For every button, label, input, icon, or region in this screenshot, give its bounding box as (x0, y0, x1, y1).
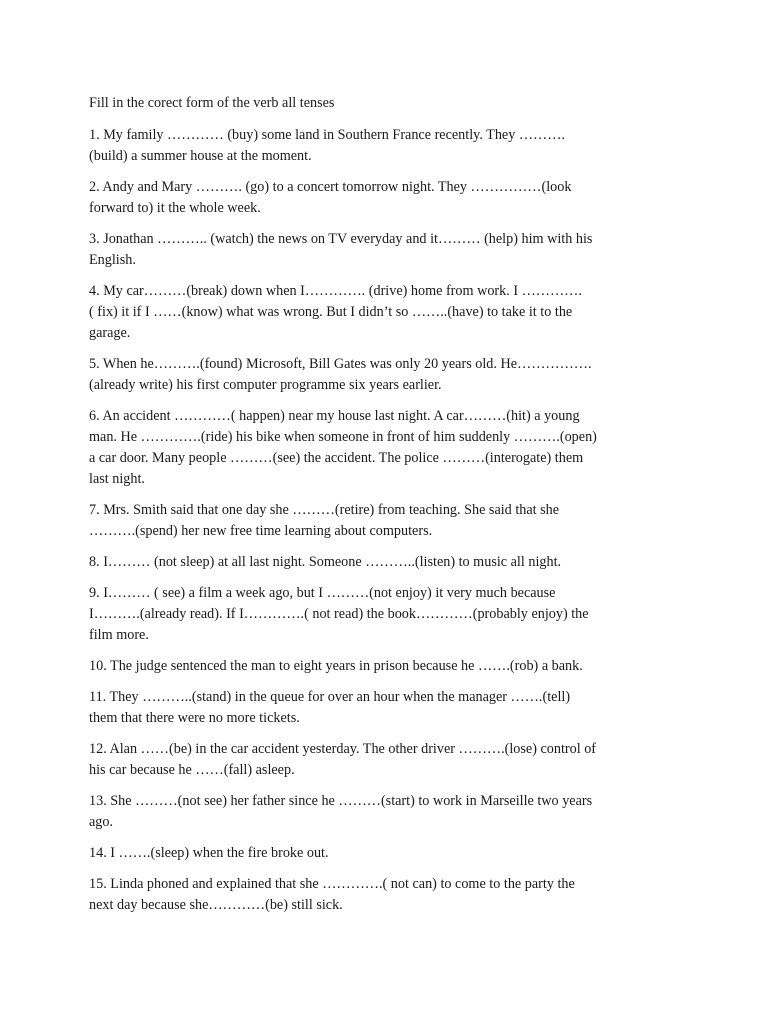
exercise-item (89, 552, 689, 573)
exercise-item (89, 583, 689, 646)
exercise-item (89, 354, 689, 396)
exercise-item (89, 500, 689, 542)
exercise-line: 10. The judge sentenced the man to eight years in prison because he …….(rob) a bank. (89, 658, 583, 674)
exercise-line: a car door. Many people ………(see) the accident. The police ………(interogate) them (89, 450, 584, 466)
exercise-line: garage. (89, 325, 131, 341)
exercise-line: last night. (89, 471, 145, 487)
exercise-line: (already write) his first computer programme six years earlier. (89, 377, 442, 393)
exercise-line: 5. When he……….(found) Microsoft, Bill Gates was only 20 years old. He……………. (89, 356, 592, 372)
exercise-list (89, 125, 689, 926)
exercise-line: 8. I……… (not sleep) at all last night. Someone ………..(listen) to music all night. (89, 554, 562, 570)
exercise-item (89, 843, 689, 864)
exercise-line: ……….(spend) her new free time learning about computers. (89, 523, 433, 539)
exercise-line: man. He ………….(ride) his bike when someone in front of him suddenly ……….(open) (89, 429, 597, 445)
exercise-line: 9. I……… ( see) a film a week ago, but I ………(not enjoy) it very much because (89, 585, 556, 601)
exercise-line: ago. (89, 814, 114, 830)
exercise-item (89, 177, 689, 219)
exercise-line: (build) a summer house at the moment. (89, 148, 312, 164)
exercise-item (89, 281, 689, 344)
exercise-line: his car because he ……(fall) asleep. (89, 762, 295, 778)
exercise-item (89, 791, 689, 833)
exercise-line: 1. My family ………… (buy) some land in Southern France recently. They ………. (89, 127, 565, 143)
exercise-line: next day because she…………(be) still sick. (89, 897, 343, 913)
exercise-line: them that there were no more tickets. (89, 710, 300, 726)
exercise-item (89, 656, 689, 677)
exercise-item (89, 229, 689, 271)
exercise-line: 11. They ………..(stand) in the queue for over an hour when the manager …….(tell) (89, 689, 571, 705)
exercise-item (89, 739, 689, 781)
worksheet-title: Fill in the corect form of the verb all tenses (89, 95, 335, 111)
exercise-line: 4. My car………(break) down when I…………. (drive) home from work. I …………. (89, 283, 582, 299)
exercise-line: forward to) it the whole week. (89, 200, 261, 216)
exercise-line: 3. Jonathan ……….. (watch) the news on TV everyday and it……… (help) him with his (89, 231, 593, 247)
exercise-line: 15. Linda phoned and explained that she ………….( not can) to come to the party the (89, 876, 575, 892)
exercise-line: 7. Mrs. Smith said that one day she ………(retire) from teaching. She said that she (89, 502, 560, 518)
exercise-item (89, 687, 689, 729)
exercise-item (89, 125, 689, 167)
exercise-line: film more. (89, 627, 149, 643)
exercise-line: 6. An accident …………( happen) near my house last night. A car………(hit) a young (89, 408, 580, 424)
exercise-line: English. (89, 252, 136, 268)
exercise-line: 14. I …….(sleep) when the fire broke out. (89, 845, 329, 861)
exercise-line: 12. Alan ……(be) in the car accident yesterday. The other driver ……….(lose) control of (89, 741, 597, 757)
exercise-line: 2. Andy and Mary ………. (go) to a concert tomorrow night. They ……………(look (89, 179, 572, 195)
exercise-line: I……….(already read). If I………….( not read) the book…………(probably enjoy) the (89, 606, 589, 622)
exercise-line: 13. She ………(not see) her father since he ………(start) to work in Marseille two years (89, 793, 593, 809)
exercise-line: ( fix) it if I ……(know) what was wrong. But I didn’t so ……..(have) to take it to the (89, 304, 573, 320)
exercise-item (89, 406, 689, 490)
exercise-item (89, 874, 689, 916)
